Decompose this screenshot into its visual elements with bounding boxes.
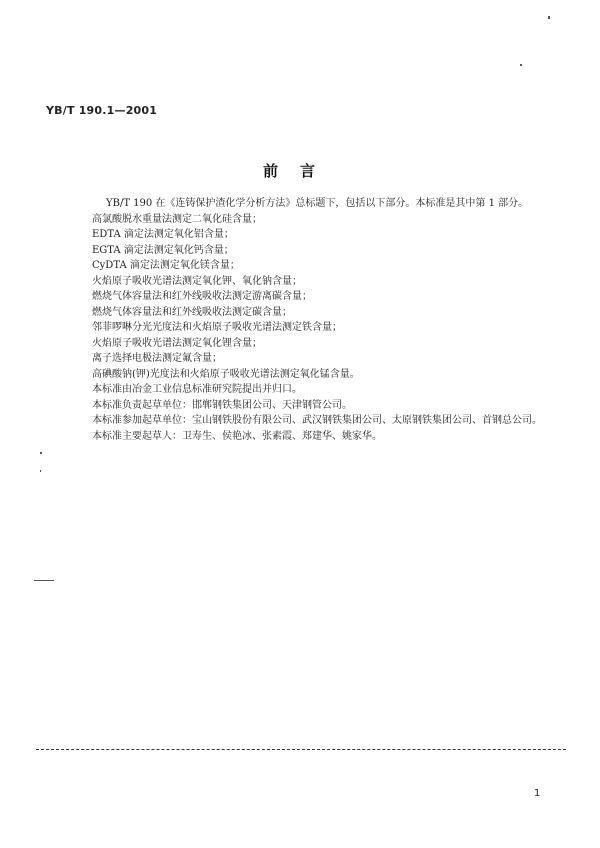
scan-speck [40,452,42,454]
page-number: 1 [534,788,541,799]
paragraph-line: 本标准参加起草单位：宝山钢铁股份有限公司、武汉钢铁集团公司、太原钢铁集团公司、首钢总公司。 [92,415,542,426]
paragraph-line: 本标准由冶金工业信息标准研究院提出并归口。 [92,384,302,395]
list-item: 高氯酸脱水重量法测定二氧化硅含量； [92,213,262,225]
paragraph-line: YB/T 190 在《连铸保护渣化学分析方法》总标题下，包括以下部分。本标准是其中第 1 部分。 [106,198,529,209]
scan-speck [40,470,41,472]
scan-speck [520,64,522,66]
document-code: YB/T 190.1—2001 [46,104,158,117]
paragraph-line: 本标准负责起草单位：邯郸钢铁集团公司、天津钢管公司。 [92,399,352,411]
list-item: 高碘酸钠(钾)光度法和火焰原子吸收光谱法测定氧化锰含量。 [92,368,360,380]
footer-divider [36,749,566,750]
list-item: 燃烧气体容量法和红外线吸收法测定游离碳含量； [92,291,312,302]
list-item: 火焰原子吸收光谱法测定氧化钾、氧化钠含量； [92,275,302,287]
section-heading: 前言 [262,162,337,180]
list-item: 离子选择电极法测定氟含量； [92,353,222,364]
list-item: CyDTA 滴定法测定氧化镁含量； [92,260,240,271]
scan-speck [34,580,54,581]
list-item: 火焰原子吸收光谱法测定氧化锂含量； [92,337,262,349]
list-item: EGTA 滴定法测定氧化钙含量； [92,244,234,256]
scan-speck [548,16,550,19]
body-text [92,196,552,444]
paragraph-line: 本标准主要起草人：卫寿生、侯艳冰、张素霞、郑建华、姚家华。 [92,430,382,442]
list-item: 燃烧气体容量法和红外线吸收法测定碳含量； [92,306,292,318]
list-item: 邻菲啰啉分光光度法和火焰原子吸收光谱法测定铁含量； [92,322,342,333]
list-item: EDTA 滴定法测定氧化铝含量； [92,229,234,240]
